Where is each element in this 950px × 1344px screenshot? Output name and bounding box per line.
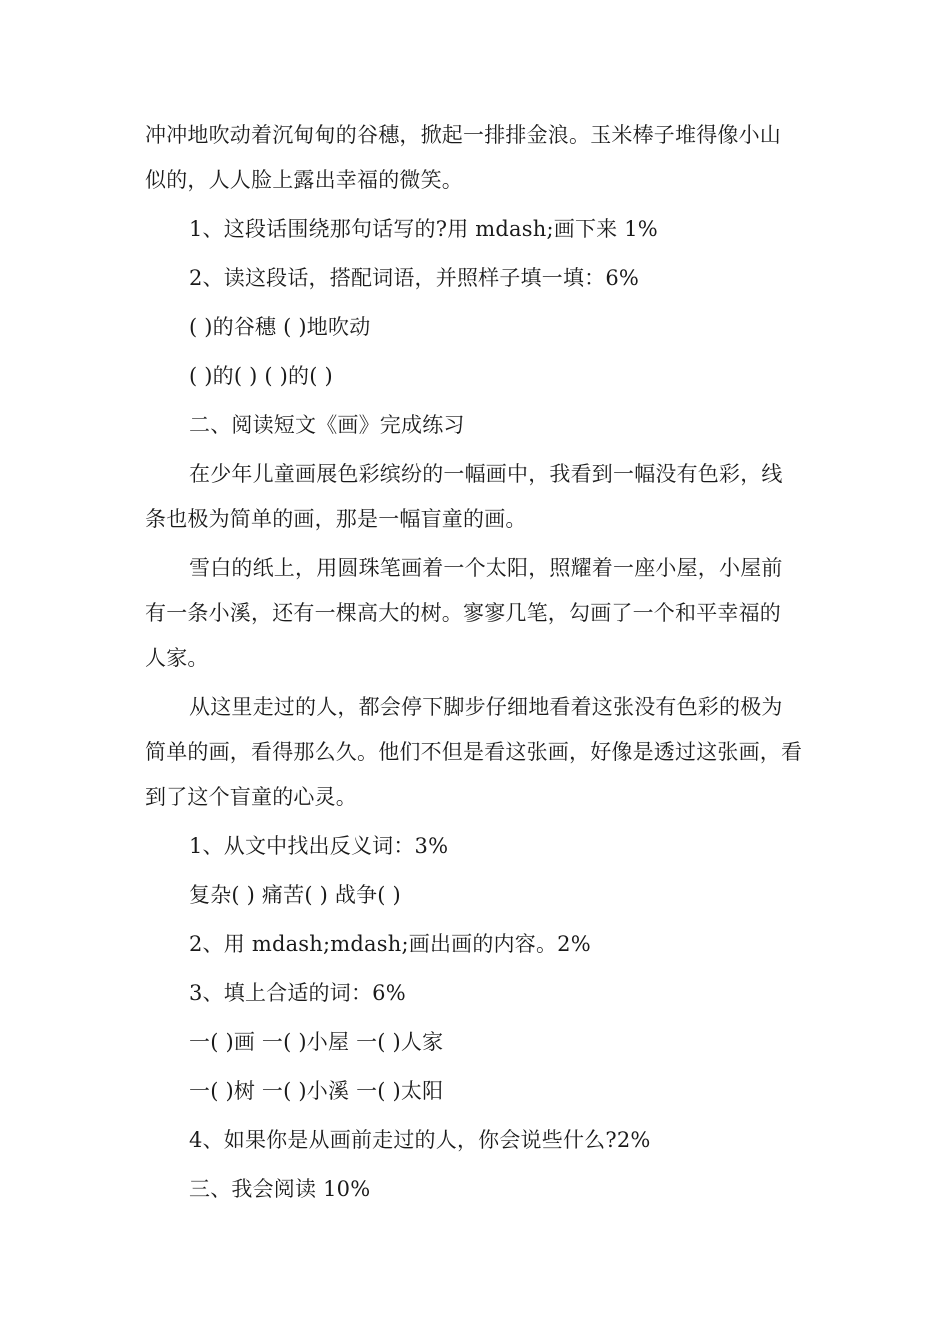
paragraph-line: 在少年儿童画展色彩缤纷的一幅画中，我看到一幅没有色彩，线 — [189, 462, 783, 486]
paragraph-line: 似的，人人脸上露出幸福的微笑。 — [145, 168, 463, 192]
fill-blank-line: ( )的( ) ( )的( ) — [189, 364, 333, 388]
paragraph-line: 简单的画，看得那么久。他们不但是看这张画，好像是透过这张画，看 — [145, 740, 803, 764]
section-heading: 三、我会阅读 10% — [189, 1177, 371, 1201]
fill-blank-line: 复杂( ) 痛苦( ) 战争( ) — [189, 883, 401, 907]
paragraph-line: 雪白的纸上，用圆珠笔画着一个太阳，照耀着一座小屋，小屋前 — [189, 556, 783, 580]
paragraph-line: 从这里走过的人，都会停下脚步仔细地看着这张没有色彩的极为 — [189, 695, 783, 719]
fill-blank-line: ( )的谷穗 ( )地吹动 — [189, 315, 371, 339]
section-heading: 二、阅读短文《画》完成练习 — [189, 413, 465, 437]
paragraph-line: 条也极为简单的画，那是一幅盲童的画。 — [145, 507, 527, 531]
paragraph-line: 人家。 — [145, 646, 209, 670]
exercise-item: 4、如果你是从画前走过的人，你会说些什么?2% — [189, 1128, 651, 1152]
paragraph-line: 有一条小溪，还有一棵高大的树。寥寥几笔，勾画了一个和平幸福的 — [145, 601, 781, 625]
fill-blank-line: 一( )画 一( )小屋 一( )人家 — [189, 1030, 444, 1054]
question-item: 1、这段话围绕那句话写的?用 mdash;画下来 1% — [189, 217, 658, 241]
fill-blank-line: 一( )树 一( )小溪 一( )太阳 — [189, 1079, 444, 1103]
exercise-item: 1、从文中找出反义词：3% — [189, 834, 449, 858]
question-item: 2、读这段话，搭配词语，并照样子填一填：6% — [189, 266, 640, 290]
document-body — [145, 113, 810, 1212]
paragraph-line: 冲冲地吹动着沉甸甸的谷穗，掀起一排排金浪。玉米棒子堆得像小山 — [145, 123, 781, 147]
exercise-item: 2、用 mdash;mdash;画出画的内容。2% — [189, 932, 591, 956]
paragraph-line: 到了这个盲童的心灵。 — [145, 785, 357, 809]
exercise-item: 3、填上合适的词：6% — [189, 981, 406, 1005]
